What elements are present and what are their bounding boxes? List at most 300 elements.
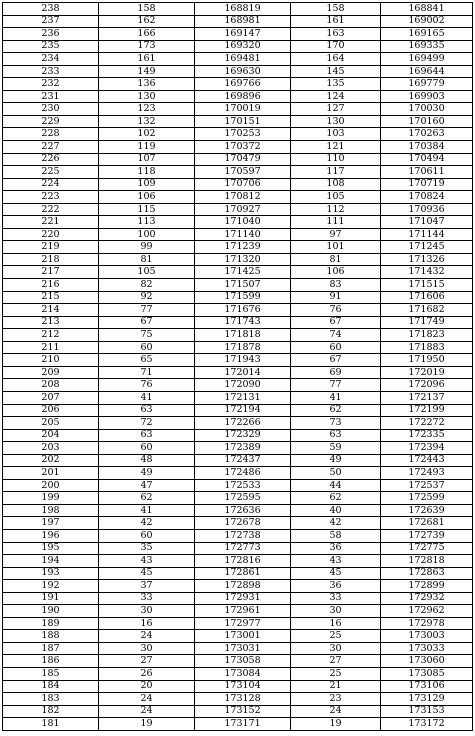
table-cell: 71	[99, 366, 195, 379]
table-cell: 187	[3, 642, 99, 655]
table-cell: 172394	[381, 442, 473, 455]
table-cell: 172595	[195, 492, 291, 505]
table-cell: 171140	[195, 228, 291, 241]
table-cell: 171326	[381, 253, 473, 266]
table-cell: 30	[99, 605, 195, 618]
table-cell: 172931	[195, 592, 291, 605]
table-cell: 124	[291, 90, 381, 103]
table-row	[3, 266, 473, 279]
table-cell: 168819	[195, 3, 291, 16]
table-cell: 238	[3, 3, 99, 16]
table-cell: 189	[3, 617, 99, 630]
table-cell: 172014	[195, 366, 291, 379]
table-cell: 170494	[381, 153, 473, 166]
table-cell: 171507	[195, 279, 291, 292]
table-cell: 169481	[195, 53, 291, 66]
table-cell: 215	[3, 291, 99, 304]
table-row	[3, 3, 473, 16]
table-cell: 62	[291, 404, 381, 417]
table-cell: 172199	[381, 404, 473, 417]
table-row	[3, 166, 473, 179]
table-row	[3, 228, 473, 241]
table-cell: 164	[291, 53, 381, 66]
table-row	[3, 279, 473, 292]
table-cell: 161	[291, 15, 381, 28]
table-cell: 16	[99, 617, 195, 630]
table-cell: 130	[291, 115, 381, 128]
table-cell: 219	[3, 241, 99, 254]
table-cell: 83	[291, 279, 381, 292]
table-cell: 172818	[381, 555, 473, 568]
table-cell: 192	[3, 580, 99, 593]
table-cell: 170824	[381, 191, 473, 204]
table-cell: 171239	[195, 241, 291, 254]
table-cell: 102	[99, 128, 195, 141]
table-cell: 81	[291, 253, 381, 266]
table-cell: 171749	[381, 316, 473, 329]
table-cell: 107	[99, 153, 195, 166]
table-row	[3, 241, 473, 254]
table-cell: 169644	[381, 65, 473, 78]
table-cell: 50	[291, 467, 381, 480]
table-cell: 111	[291, 216, 381, 229]
table-cell: 117	[291, 166, 381, 179]
table-cell: 218	[3, 253, 99, 266]
table-cell: 172486	[195, 467, 291, 480]
table-cell: 172272	[381, 417, 473, 430]
table-cell: 40	[291, 504, 381, 517]
table-cell: 43	[291, 555, 381, 568]
table-row	[3, 304, 473, 317]
table-row	[3, 492, 473, 505]
table-cell: 171515	[381, 279, 473, 292]
table-cell: 172329	[195, 429, 291, 442]
table-cell: 49	[99, 467, 195, 480]
table-cell: 200	[3, 479, 99, 492]
table-cell: 67	[99, 316, 195, 329]
table-row	[3, 128, 473, 141]
table-row	[3, 693, 473, 706]
table-cell: 118	[99, 166, 195, 179]
table-cell: 171676	[195, 304, 291, 317]
table-row	[3, 191, 473, 204]
table-cell: 73	[291, 417, 381, 430]
table-cell: 130	[99, 90, 195, 103]
table-cell: 37	[99, 580, 195, 593]
table-cell: 108	[291, 178, 381, 191]
table-cell: 172266	[195, 417, 291, 430]
table-cell: 63	[291, 429, 381, 442]
table-cell: 169335	[381, 40, 473, 53]
table-cell: 171040	[195, 216, 291, 229]
table-cell: 173106	[381, 680, 473, 693]
table-cell: 196	[3, 529, 99, 542]
table-cell: 172898	[195, 580, 291, 593]
table-cell: 113	[99, 216, 195, 229]
table-cell: 123	[99, 103, 195, 116]
table-cell: 198	[3, 504, 99, 517]
table-row	[3, 517, 473, 530]
table-row	[3, 429, 473, 442]
table-row	[3, 567, 473, 580]
table-cell: 228	[3, 128, 99, 141]
table-row	[3, 504, 473, 517]
table-cell: 172019	[381, 366, 473, 379]
table-cell: 21	[291, 680, 381, 693]
table-cell: 30	[291, 605, 381, 618]
table-cell: 170812	[195, 191, 291, 204]
table-row	[3, 78, 473, 91]
table-cell: 195	[3, 542, 99, 555]
table-cell: 190	[3, 605, 99, 618]
table-cell: 169002	[381, 15, 473, 28]
table-row	[3, 617, 473, 630]
table-cell: 231	[3, 90, 99, 103]
table-cell: 172978	[381, 617, 473, 630]
table-row	[3, 605, 473, 618]
table-cell: 201	[3, 467, 99, 480]
table-cell: 172639	[381, 504, 473, 517]
table-cell: 170	[291, 40, 381, 53]
table-cell: 170719	[381, 178, 473, 191]
table-cell: 237	[3, 15, 99, 28]
table-cell: 69	[291, 366, 381, 379]
table-cell: 172816	[195, 555, 291, 568]
table-cell: 101	[291, 241, 381, 254]
table-cell: 20	[99, 680, 195, 693]
table-cell: 163	[291, 28, 381, 41]
table-cell: 132	[99, 115, 195, 128]
table-cell: 48	[99, 454, 195, 467]
table-row	[3, 253, 473, 266]
table-row	[3, 592, 473, 605]
table-cell: 106	[99, 191, 195, 204]
table-cell: 212	[3, 329, 99, 342]
table-cell: 172599	[381, 492, 473, 505]
table-cell: 173085	[381, 667, 473, 680]
table-row	[3, 329, 473, 342]
table-cell: 173129	[381, 693, 473, 706]
table-cell: 173031	[195, 642, 291, 655]
table-cell: 170611	[381, 166, 473, 179]
table-cell: 49	[291, 454, 381, 467]
table-cell: 16	[291, 617, 381, 630]
table-cell: 172899	[381, 580, 473, 593]
table-cell: 206	[3, 404, 99, 417]
table-cell: 171599	[195, 291, 291, 304]
table-cell: 58	[291, 529, 381, 542]
table-cell: 172533	[195, 479, 291, 492]
table-cell: 197	[3, 517, 99, 530]
table-cell: 30	[291, 642, 381, 655]
table-cell: 45	[99, 567, 195, 580]
table-row	[3, 354, 473, 367]
table-cell: 170030	[381, 103, 473, 116]
table-cell: 74	[291, 329, 381, 342]
table-cell: 172962	[381, 605, 473, 618]
table-cell: 235	[3, 40, 99, 53]
table-cell: 222	[3, 203, 99, 216]
table-cell: 232	[3, 78, 99, 91]
table-cell: 172739	[381, 529, 473, 542]
table-row	[3, 718, 473, 731]
table-cell: 169630	[195, 65, 291, 78]
table-row	[3, 454, 473, 467]
table-cell: 97	[291, 228, 381, 241]
table-cell: 170263	[381, 128, 473, 141]
table-cell: 169903	[381, 90, 473, 103]
table-cell: 188	[3, 630, 99, 643]
table-row	[3, 141, 473, 154]
table-row	[3, 630, 473, 643]
table-cell: 171245	[381, 241, 473, 254]
table-cell: 170706	[195, 178, 291, 191]
table-cell: 76	[99, 379, 195, 392]
table-cell: 77	[99, 304, 195, 317]
table-cell: 127	[291, 103, 381, 116]
table-cell: 36	[291, 542, 381, 555]
table-cell: 91	[291, 291, 381, 304]
table-cell: 35	[99, 542, 195, 555]
table-cell: 205	[3, 417, 99, 430]
table-cell: 171425	[195, 266, 291, 279]
table-cell: 171823	[381, 329, 473, 342]
table-cell: 170927	[195, 203, 291, 216]
table-row	[3, 90, 473, 103]
table-cell: 172861	[195, 567, 291, 580]
table-row	[3, 40, 473, 53]
table-cell: 185	[3, 667, 99, 680]
table-cell: 158	[291, 3, 381, 16]
table-row	[3, 115, 473, 128]
table-cell: 172678	[195, 517, 291, 530]
table-cell: 41	[99, 504, 195, 517]
table-cell: 166	[99, 28, 195, 41]
table-row	[3, 542, 473, 555]
table-cell: 171878	[195, 341, 291, 354]
table-cell: 19	[99, 718, 195, 731]
score-table	[2, 2, 473, 731]
table-cell: 203	[3, 442, 99, 455]
table-cell: 65	[99, 354, 195, 367]
table-cell: 170479	[195, 153, 291, 166]
table-row	[3, 404, 473, 417]
table-row	[3, 366, 473, 379]
table-row	[3, 655, 473, 668]
table-cell: 172863	[381, 567, 473, 580]
table-cell: 172738	[195, 529, 291, 542]
table-cell: 172137	[381, 391, 473, 404]
table-cell: 82	[99, 279, 195, 292]
table-cell: 145	[291, 65, 381, 78]
table-row	[3, 379, 473, 392]
table-row	[3, 467, 473, 480]
table-cell: 169766	[195, 78, 291, 91]
table-cell: 220	[3, 228, 99, 241]
table-row	[3, 642, 473, 655]
table-cell: 47	[99, 479, 195, 492]
table-cell: 24	[99, 630, 195, 643]
table-cell: 169165	[381, 28, 473, 41]
table-cell: 182	[3, 705, 99, 718]
table-cell: 172681	[381, 517, 473, 530]
table-cell: 171950	[381, 354, 473, 367]
table-cell: 171432	[381, 266, 473, 279]
table-cell: 172090	[195, 379, 291, 392]
table-cell: 217	[3, 266, 99, 279]
table-cell: 99	[99, 241, 195, 254]
table-cell: 168981	[195, 15, 291, 28]
table-cell: 19	[291, 718, 381, 731]
table-cell: 173084	[195, 667, 291, 680]
table-cell: 162	[99, 15, 195, 28]
table-cell: 92	[99, 291, 195, 304]
table-cell: 110	[291, 153, 381, 166]
table-cell: 193	[3, 567, 99, 580]
table-cell: 36	[291, 580, 381, 593]
score-table-body	[3, 3, 473, 731]
table-cell: 223	[3, 191, 99, 204]
table-cell: 172335	[381, 429, 473, 442]
table-cell: 60	[99, 341, 195, 354]
table-cell: 208	[3, 379, 99, 392]
table-row	[3, 15, 473, 28]
table-cell: 41	[291, 391, 381, 404]
table-cell: 119	[99, 141, 195, 154]
table-cell: 103	[291, 128, 381, 141]
table-cell: 199	[3, 492, 99, 505]
table-cell: 173003	[381, 630, 473, 643]
table-row	[3, 153, 473, 166]
table-cell: 170936	[381, 203, 473, 216]
table-cell: 172775	[381, 542, 473, 555]
table-cell: 234	[3, 53, 99, 66]
table-cell: 112	[291, 203, 381, 216]
table-cell: 171818	[195, 329, 291, 342]
table-cell: 76	[291, 304, 381, 317]
table-row	[3, 417, 473, 430]
table-cell: 181	[3, 718, 99, 731]
table-cell: 210	[3, 354, 99, 367]
table-cell: 105	[99, 266, 195, 279]
table-row	[3, 705, 473, 718]
table-cell: 173128	[195, 693, 291, 706]
table-cell: 172977	[195, 617, 291, 630]
table-row	[3, 580, 473, 593]
table-cell: 184	[3, 680, 99, 693]
table-cell: 170597	[195, 166, 291, 179]
table-cell: 60	[99, 529, 195, 542]
table-cell: 27	[99, 655, 195, 668]
table-cell: 77	[291, 379, 381, 392]
table-cell: 172131	[195, 391, 291, 404]
table-cell: 173001	[195, 630, 291, 643]
table-cell: 221	[3, 216, 99, 229]
table-cell: 168841	[381, 3, 473, 16]
table-row	[3, 291, 473, 304]
table-cell: 172194	[195, 404, 291, 417]
table-cell: 25	[291, 630, 381, 643]
table-cell: 41	[99, 391, 195, 404]
table-cell: 202	[3, 454, 99, 467]
table-cell: 171883	[381, 341, 473, 354]
table-cell: 171144	[381, 228, 473, 241]
table-cell: 204	[3, 429, 99, 442]
table-cell: 121	[291, 141, 381, 154]
table-cell: 211	[3, 341, 99, 354]
table-row	[3, 316, 473, 329]
table-row	[3, 103, 473, 116]
table-cell: 171943	[195, 354, 291, 367]
table-cell: 233	[3, 65, 99, 78]
table-cell: 75	[99, 329, 195, 342]
table-cell: 173172	[381, 718, 473, 731]
table-cell: 115	[99, 203, 195, 216]
table-row	[3, 555, 473, 568]
table-cell: 173033	[381, 642, 473, 655]
table-cell: 230	[3, 103, 99, 116]
table-cell: 214	[3, 304, 99, 317]
table-cell: 169499	[381, 53, 473, 66]
table-cell: 149	[99, 65, 195, 78]
table-cell: 226	[3, 153, 99, 166]
table-row	[3, 391, 473, 404]
table-cell: 30	[99, 642, 195, 655]
table-row	[3, 203, 473, 216]
table-row	[3, 479, 473, 492]
table-cell: 172437	[195, 454, 291, 467]
table-cell: 24	[291, 705, 381, 718]
table-cell: 170160	[381, 115, 473, 128]
table-row	[3, 65, 473, 78]
table-cell: 25	[291, 667, 381, 680]
table-cell: 62	[291, 492, 381, 505]
table-cell: 172537	[381, 479, 473, 492]
table-cell: 173152	[195, 705, 291, 718]
table-cell: 171682	[381, 304, 473, 317]
table-cell: 44	[291, 479, 381, 492]
table-cell: 172773	[195, 542, 291, 555]
table-cell: 171743	[195, 316, 291, 329]
table-cell: 173153	[381, 705, 473, 718]
table-cell: 169896	[195, 90, 291, 103]
table-cell: 24	[99, 693, 195, 706]
table-cell: 67	[291, 316, 381, 329]
table-cell: 213	[3, 316, 99, 329]
table-cell: 100	[99, 228, 195, 241]
table-cell: 172636	[195, 504, 291, 517]
table-cell: 191	[3, 592, 99, 605]
table-cell: 60	[291, 341, 381, 354]
table-cell: 81	[99, 253, 195, 266]
table-row	[3, 178, 473, 191]
table-row	[3, 216, 473, 229]
table-cell: 172961	[195, 605, 291, 618]
table-cell: 62	[99, 492, 195, 505]
table-cell: 183	[3, 693, 99, 706]
table-cell: 172389	[195, 442, 291, 455]
table-cell: 173060	[381, 655, 473, 668]
table-row	[3, 667, 473, 680]
table-cell: 33	[99, 592, 195, 605]
table-row	[3, 53, 473, 66]
table-cell: 173171	[195, 718, 291, 731]
table-cell: 194	[3, 555, 99, 568]
table-cell: 60	[99, 442, 195, 455]
table-cell: 169147	[195, 28, 291, 41]
table-cell: 224	[3, 178, 99, 191]
table-cell: 72	[99, 417, 195, 430]
